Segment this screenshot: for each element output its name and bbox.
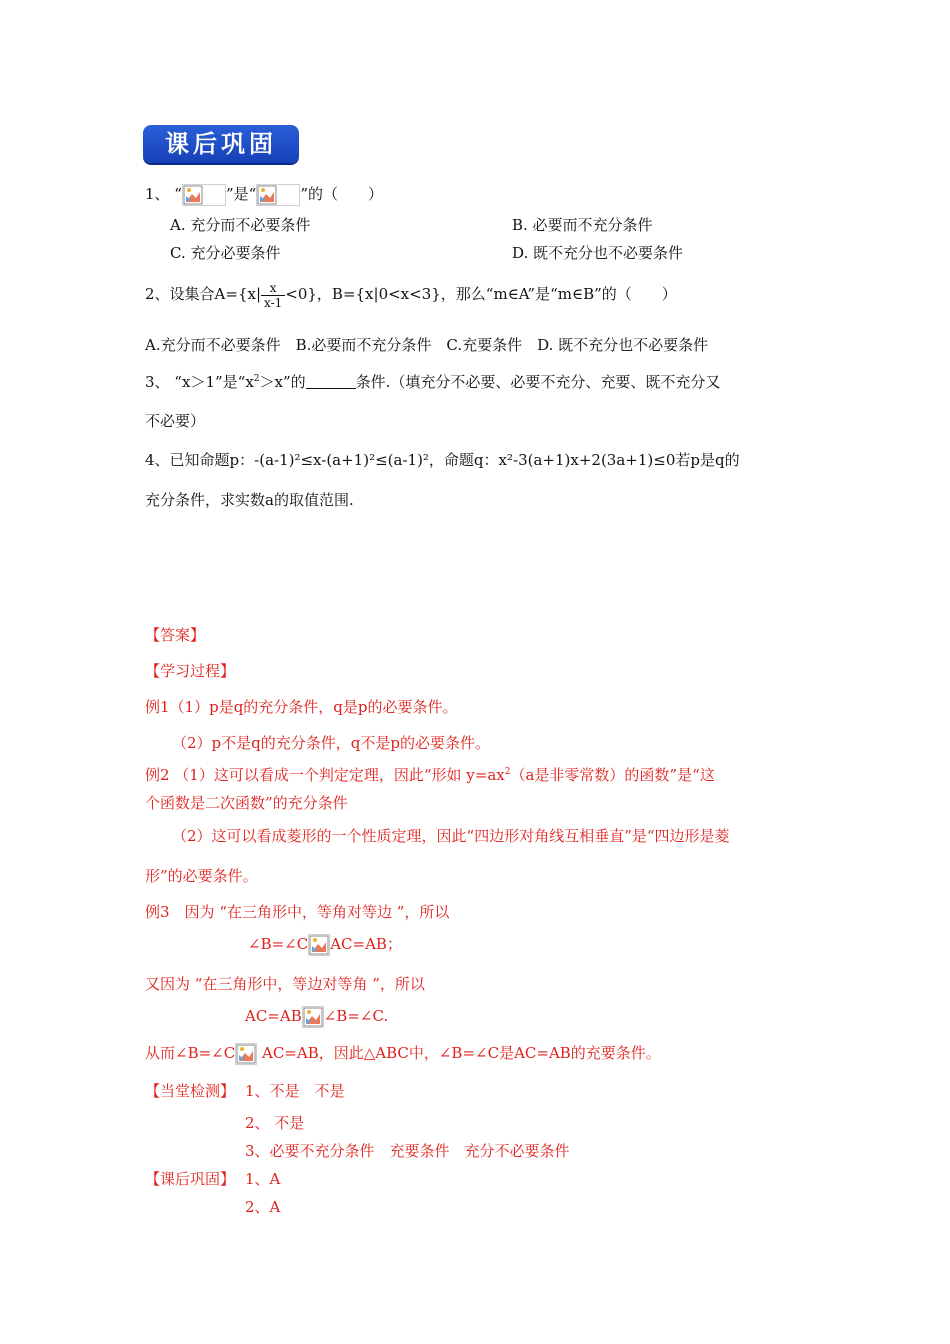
- example1-line2: （2）p不是q的充分条件，q不是p的必要条件。: [172, 734, 490, 752]
- example1-line1: 例1（1）p是q的充分条件，q是p的必要条件。: [145, 698, 458, 716]
- q1-option-c: C. 充分必要条件: [170, 244, 281, 262]
- q1-option-d: D. 既不充分也不必要条件: [512, 244, 684, 262]
- q3-blank: [306, 374, 356, 389]
- ex2-sup: 2: [504, 767, 511, 777]
- ex3-l5-b: AC=AB，因此△ABC中，∠B=∠C是AC=AB的充要条件。: [257, 1044, 661, 1062]
- example2-line3: （2）这可以看成菱形的一个性质定理，因此“四边形对角线互相垂直”是“四边形是菱: [172, 827, 730, 845]
- example2-line1: [145, 765, 715, 785]
- check-item-1: 1、不是 不是: [245, 1082, 345, 1100]
- question-4-line1: 4、已知命题p：-(a-1)²≤x-(a+1)²≤(a-1)²，命题q：x²-3(a+1)x+2(3a+1)≤0若p是q的: [145, 451, 740, 469]
- ex3-l4-b: ∠B=∠C.: [323, 1007, 389, 1025]
- consolidation-item-1: 1、A: [245, 1170, 281, 1188]
- example2-line4: 形”的必要条件。: [145, 867, 258, 885]
- q1-suffix: ”的（ ）: [300, 185, 383, 203]
- broken-image-icon: [235, 1043, 257, 1065]
- ex3-l2-b: AC=AB；: [330, 935, 402, 953]
- ex3-l5-a: 从而∠B=∠C: [145, 1044, 236, 1062]
- check-item-2: 2、 不是: [245, 1114, 305, 1132]
- consolidation-label: 【课后巩固】: [145, 1170, 236, 1188]
- process-heading: 【学习过程】: [145, 662, 236, 680]
- q1-option-b: B. 必要而不充分条件: [512, 216, 653, 234]
- answers-heading: 【答案】: [145, 626, 206, 644]
- ex2-part-b: （a是非零常数）的函数”是“这: [510, 766, 715, 784]
- q3-sup: 2: [253, 374, 260, 384]
- q2-frac-num: x: [261, 281, 285, 296]
- broken-image-icon: [256, 184, 300, 206]
- example3-line5: [145, 1043, 661, 1065]
- q2-prefix: 2、设集合A={x|: [145, 285, 262, 303]
- broken-image-icon: [308, 934, 330, 956]
- question-2: [145, 278, 677, 310]
- example3-line3: 又因为 “在三角形中，等边对等角 ”，所以: [145, 975, 425, 993]
- example3-line4: [245, 1006, 388, 1028]
- check-item-3: 3、必要不充分条件 充要条件 充分不必要条件: [245, 1142, 570, 1160]
- broken-image-icon: [182, 184, 226, 206]
- q1-mid: ”是“: [225, 185, 257, 203]
- q3-part2: ＞x”的: [259, 373, 306, 391]
- ex3-l2-a: ∠B=∠C: [248, 935, 309, 953]
- q2-frac-den: x-1: [264, 295, 283, 310]
- q2-options: A.充分而不必要条件 B.必要而不充分条件 C.充要条件 D. 既不充分也不必要条件: [145, 336, 709, 354]
- q2-suffix: <0}，B={x|0<x<3}，那么“m∈A”是“m∈B”的（ ）: [285, 285, 677, 303]
- question-1: [145, 184, 383, 206]
- ex2-part-a: 例2 （1）这可以看成一个判定定理，因此“形如 y=ax: [145, 766, 505, 784]
- q3-part3: 条件.（填充分不必要、必要不充分、充要、既不充分又: [355, 373, 721, 391]
- q2-fraction: [261, 281, 285, 310]
- example2-line2: 个函数是二次函数”的充分条件: [145, 794, 348, 812]
- q1-prefix: 1、 “: [145, 185, 182, 203]
- question-4-line2: 充分条件，求实数a的取值范围.: [145, 491, 354, 509]
- q1-option-a: A. 充分而不必要条件: [170, 216, 311, 234]
- example3-line2: [248, 934, 402, 956]
- example3-line1: 例3 因为 “在三角形中，等角对等边 ”，所以: [145, 903, 450, 921]
- section-banner: 课后巩固: [143, 125, 299, 163]
- consolidation-item-2: 2、A: [245, 1198, 281, 1216]
- q3-part1: 3、 “x＞1”是“x: [145, 373, 254, 391]
- ex3-l4-a: AC=AB: [245, 1007, 302, 1025]
- q3-line2: 不必要）: [145, 412, 206, 430]
- broken-image-icon: [302, 1006, 324, 1028]
- check-label: 【当堂检测】: [145, 1082, 236, 1100]
- question-3: [145, 372, 720, 392]
